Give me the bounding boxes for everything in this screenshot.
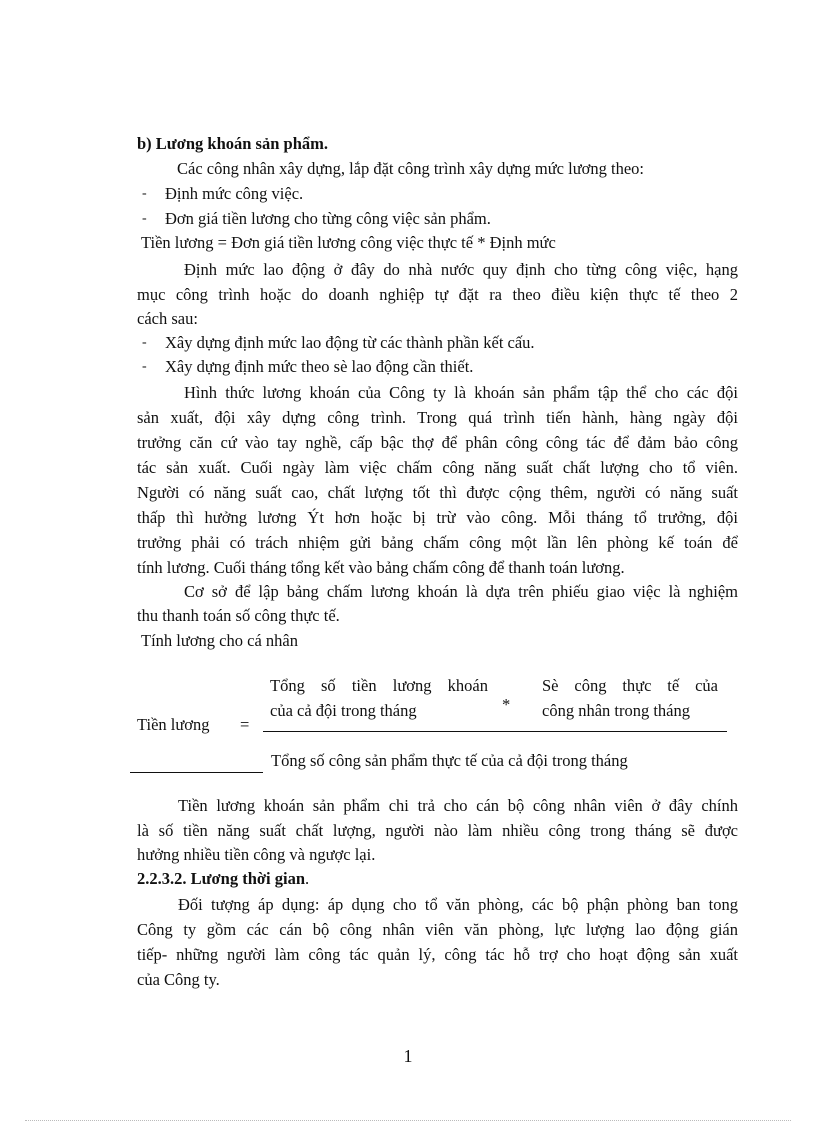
paragraph-line: tác sản xuất. Cuối ngày làm việc chấm công năng suất chất lượng cho tổ viên.	[137, 458, 738, 477]
paragraph-line: sản xuất, đội xây dựng công trình. Trong quá trình tiến hành, hàng ngày đội	[137, 408, 738, 427]
paragraph-line: mục công trình hoặc do doanh nghiệp tự đặt ra theo điều kiện thực tế theo 2	[137, 285, 738, 304]
page-number: 1	[403, 1046, 413, 1066]
multiply-sign: *	[502, 695, 511, 714]
bullet-marker: -	[142, 359, 147, 374]
paragraph-line: Định mức lao động ở đây do nhà nước quy định cho từng công việc, hạng	[184, 260, 738, 279]
fraction-underline	[130, 772, 263, 773]
individual-salary-label: Tính lương cho cá nhân	[141, 631, 298, 650]
paragraph-line: trưởng căn cứ vào tay nghề, cấp bậc thợ để phân công công tác để đảm bảo công	[137, 433, 738, 452]
paragraph-line: là số tiền năng suất chất lượng, người nào làm nhiều công trong tháng sẽ được	[137, 821, 738, 840]
paragraph-line: Cơ sở để lập bảng chấm lương khoán là dựa trên phiếu giao việc là nghiệm	[184, 582, 738, 601]
paragraph-line: thấp thì hưởng lương Ýt hơn hoặc bị trừ vào công. Mỗi tháng tổ trưởng, đội	[137, 508, 738, 527]
list-item: Xây dựng định mức lao động từ các thành phần kết cấu.	[165, 333, 535, 352]
paragraph-line: Hình thức lương khoán của Công ty là khoán sản phẩm tập thể cho các đội	[184, 383, 738, 402]
section-2232-heading	[137, 869, 309, 889]
numerator-right-line: Sè công thực tế của	[542, 676, 718, 695]
list-item: Đơn giá tiền lương cho từng công việc sản phẩm.	[165, 209, 491, 228]
paragraph-line: trưởng phải có trách nhiệm gửi bảng chấm công một lần lên phòng kế toán để	[137, 533, 738, 552]
numerator-left-line: của cả đội trong tháng	[270, 701, 417, 720]
section-b-heading: b) Lương khoán sản phẩm.	[137, 134, 328, 153]
section-b-intro: Các công nhân xây dựng, lắp đặt công trình xây dựng mức lương theo:	[177, 159, 644, 178]
fraction-bar	[263, 731, 727, 732]
bullet-marker: -	[142, 211, 147, 226]
paragraph-line: cách sau:	[137, 309, 198, 328]
bullet-marker: -	[142, 335, 147, 350]
list-item: Định mức công việc.	[165, 184, 304, 203]
paragraph-line: Công ty gồm các cán bộ công nhân viên văn phòng, lực lượng lao động gián	[137, 920, 738, 939]
section-2232-heading-text: 2.2.3.2. Lương thời gian	[137, 869, 305, 888]
section-2232-heading-end: .	[305, 869, 310, 888]
bullet-marker: -	[142, 186, 147, 201]
list-item: Xây dựng định mức theo sè lao động cần thiết.	[165, 357, 474, 376]
paragraph-line: tính lương. Cuối tháng tổng kết vào bảng chấm công để thanh toán lương.	[137, 558, 625, 577]
paragraph-line: thu thanh toán số công thực tế.	[137, 606, 340, 625]
fraction-lhs: Tiền lương	[137, 715, 210, 734]
fraction-denominator: Tổng số công sản phẩm thực tế của cả đội trong tháng	[271, 751, 628, 770]
numerator-right-line: công nhân trong tháng	[542, 701, 691, 720]
fraction-equals: =	[240, 715, 250, 734]
numerator-left-line: Tổng số tiền lương khoán	[270, 676, 488, 695]
paragraph-line: hưởng nhiều tiền công và ngược lại.	[137, 845, 376, 864]
paragraph-line: Đối tượng áp dụng: áp dụng cho tổ văn phòng, các bộ phận phòng ban tong	[178, 895, 738, 914]
salary-formula: Tiền lương = Đơn giá tiền lương công việc thực tế * Định mức	[141, 233, 556, 252]
paragraph-line: Người có năng suất cao, chất lượng tốt thì được cộng thêm, người có năng suất	[137, 483, 738, 502]
page-bottom-border	[25, 1120, 791, 1121]
paragraph-line: tiếp- những người làm công tác quản lý, công tác hỗ trợ cho hoạt động sản xuất	[137, 945, 738, 964]
paragraph-line: của Công ty.	[137, 970, 220, 989]
paragraph-line: Tiền lương khoán sản phẩm chi trả cho cán bộ công nhân viên ở đây chính	[178, 796, 738, 815]
